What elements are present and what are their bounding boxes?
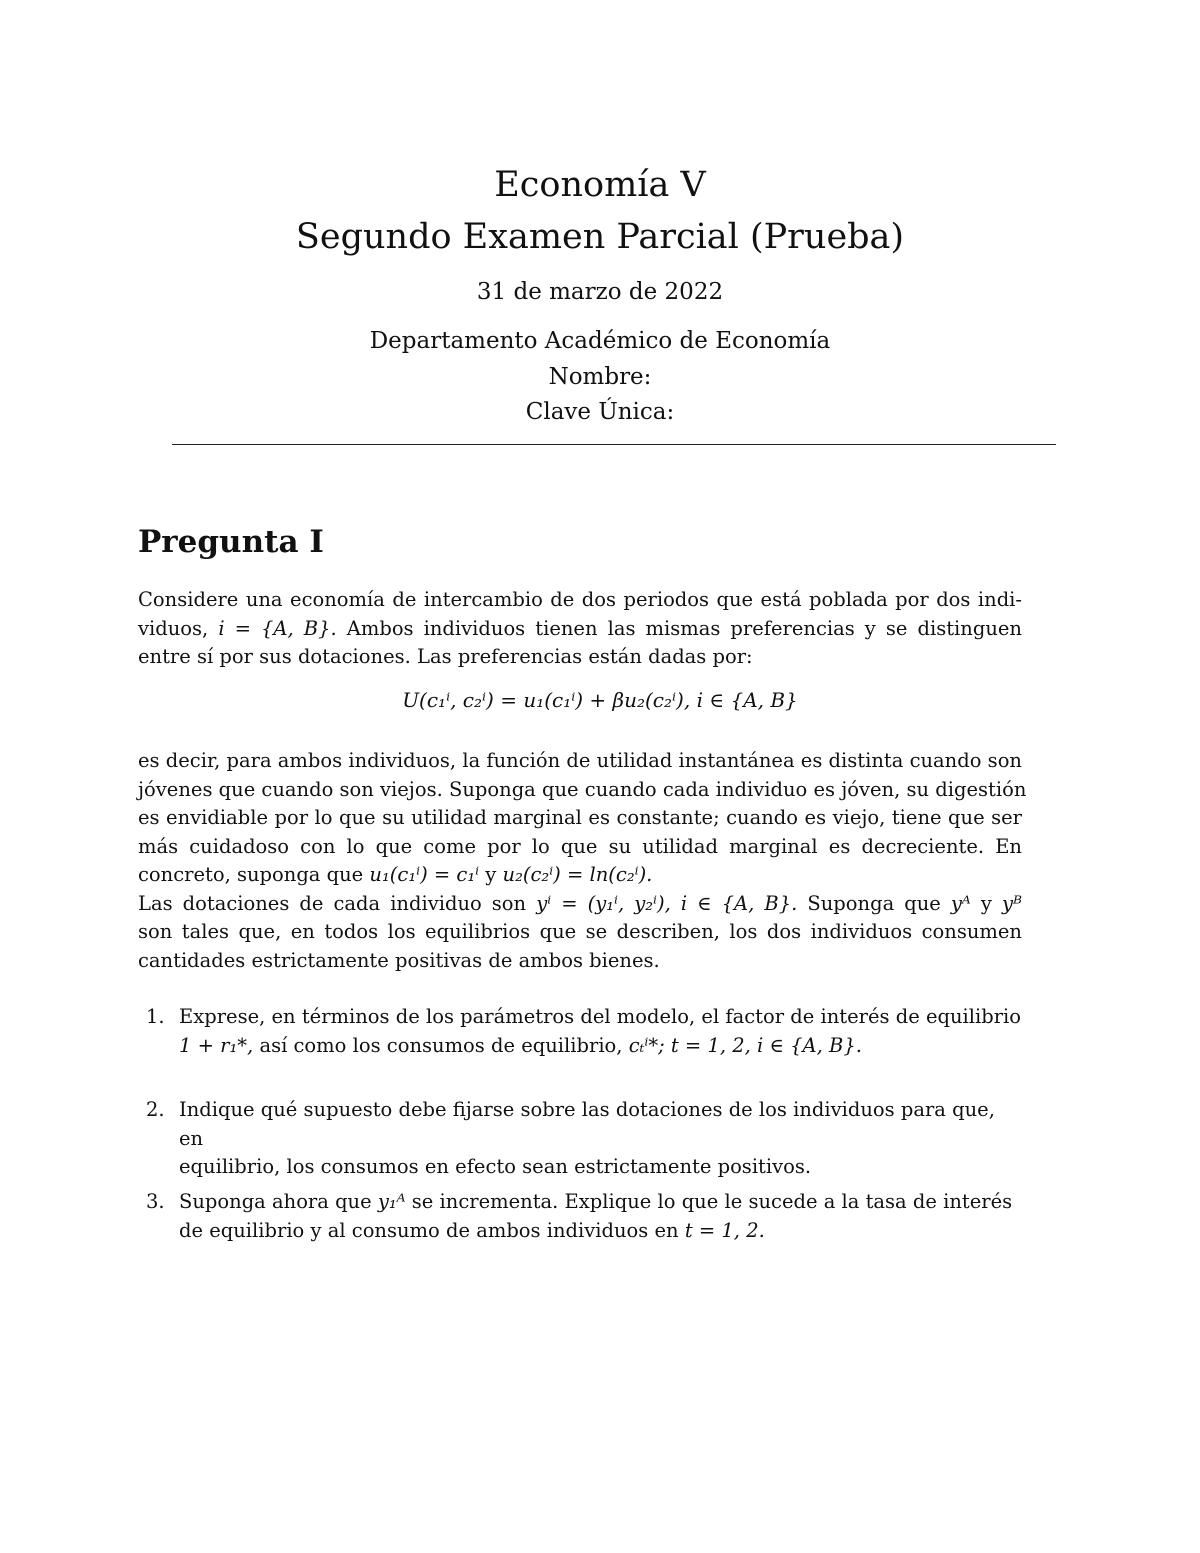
id-label: Clave Única: (525, 399, 675, 425)
intro-line: entre sí por sus dotaciones. Las preferencias están dadas por: (138, 645, 753, 668)
question-line: 1 + r₁*, así como los consumos de equilibrio, cₜⁱ*; t = 1, 2, i ∈ {A, B}. (179, 1033, 862, 1057)
question-line: Suponga ahora que y₁ᴬ se incrementa. Explique lo que le sucede a la tasa de interés (179, 1190, 1013, 1213)
question-line: Indique qué supuesto debe fijarse sobre las dotaciones de los individuos para que, en (179, 1098, 995, 1150)
question-number: 1. (146, 1005, 165, 1028)
math-expression: u₂(c₂ⁱ) = ln(c₂ⁱ). (502, 863, 653, 886)
body-paragraph (138, 747, 1027, 975)
question-line: equilibrio, los consumos en efecto sean estrictamente positivos. (179, 1155, 812, 1178)
question-line: Exprese, en términos de los parámetros del modelo, el factor de interés de equilibrio (179, 1005, 1022, 1028)
question-line: de equilibrio y al consumo de ambos individuos en t = 1, 2. (179, 1218, 765, 1242)
body-line: cantidades estrictamente positivas de ambos bienes. (138, 948, 660, 972)
question-number: 3. (146, 1190, 165, 1213)
body-line: Las dotaciones de cada individuo son yⁱ = (y₁ⁱ, y₂ⁱ), i ∈ {A, B}. Suponga que yᴬ y yᴮ (138, 891, 1022, 915)
course-title: Economía V (494, 165, 706, 205)
math-expression: u₁(c₁ⁱ) = c₁ⁱ (369, 863, 480, 886)
math-expression: cₜⁱ*; t = 1, 2, i ∈ {A, B}. (628, 1033, 862, 1057)
math-expression: yᴬ (950, 891, 971, 915)
question-number: 2. (146, 1098, 165, 1121)
utility-equation: U(c₁ⁱ, c₂ⁱ) = u₁(c₁ⁱ) + βu₂(c₂ⁱ), i ∈ {A, B} (402, 688, 798, 712)
header-divider (172, 444, 1056, 445)
math-expression: yᴮ (1001, 891, 1022, 915)
body-line: concreto, suponga que u₁(c₁ⁱ) = c₁ⁱ y u₂(c₂ⁱ) = ln(c₂ⁱ). (138, 863, 653, 886)
math-expression: yⁱ = (y₁ⁱ, y₂ⁱ), i ∈ {A, B}. (536, 891, 798, 915)
body-line: jóvenes que cuando son viejos. Suponga que cuando cada individuo es jóven, su digestión (138, 777, 1027, 801)
math-expression: y₁ᴬ (377, 1190, 406, 1213)
body-line: más cuidadoso con lo que come por lo que su utilidad marginal es decreciente. En (138, 834, 1022, 858)
body-line: es envidiable por lo que su utilidad marginal es constante; cuando es viejo, tiene que ser (138, 806, 1022, 829)
exam-title: Segundo Examen Parcial (Prueba) (295, 217, 905, 257)
math-expression: i = {A, B}. (218, 616, 337, 640)
department-name: Departamento Académico de Economía (369, 328, 831, 354)
name-label: Nombre: (548, 364, 652, 390)
section-title: Pregunta I (138, 524, 324, 560)
intro-line: viduos, i = {A, B}. Ambos individuos tienen las mismas preferencias y se distinguen (138, 616, 1022, 640)
intro-paragraph (138, 586, 1022, 672)
body-line: es decir, para ambos individuos, la función de utilidad instantánea es distinta cuando son (138, 749, 1022, 772)
math-expression: 1 + r₁*, (179, 1033, 254, 1057)
intro-line: Considere una economía de intercambio de dos periodos que está poblada por dos indi- (138, 588, 1022, 611)
exam-date: 31 de marzo de 2022 (476, 279, 724, 305)
body-line: son tales que, en todos los equilibrios que se describen, los dos individuos consumen (138, 920, 1022, 943)
math-expression: t = 1, 2. (684, 1218, 765, 1242)
